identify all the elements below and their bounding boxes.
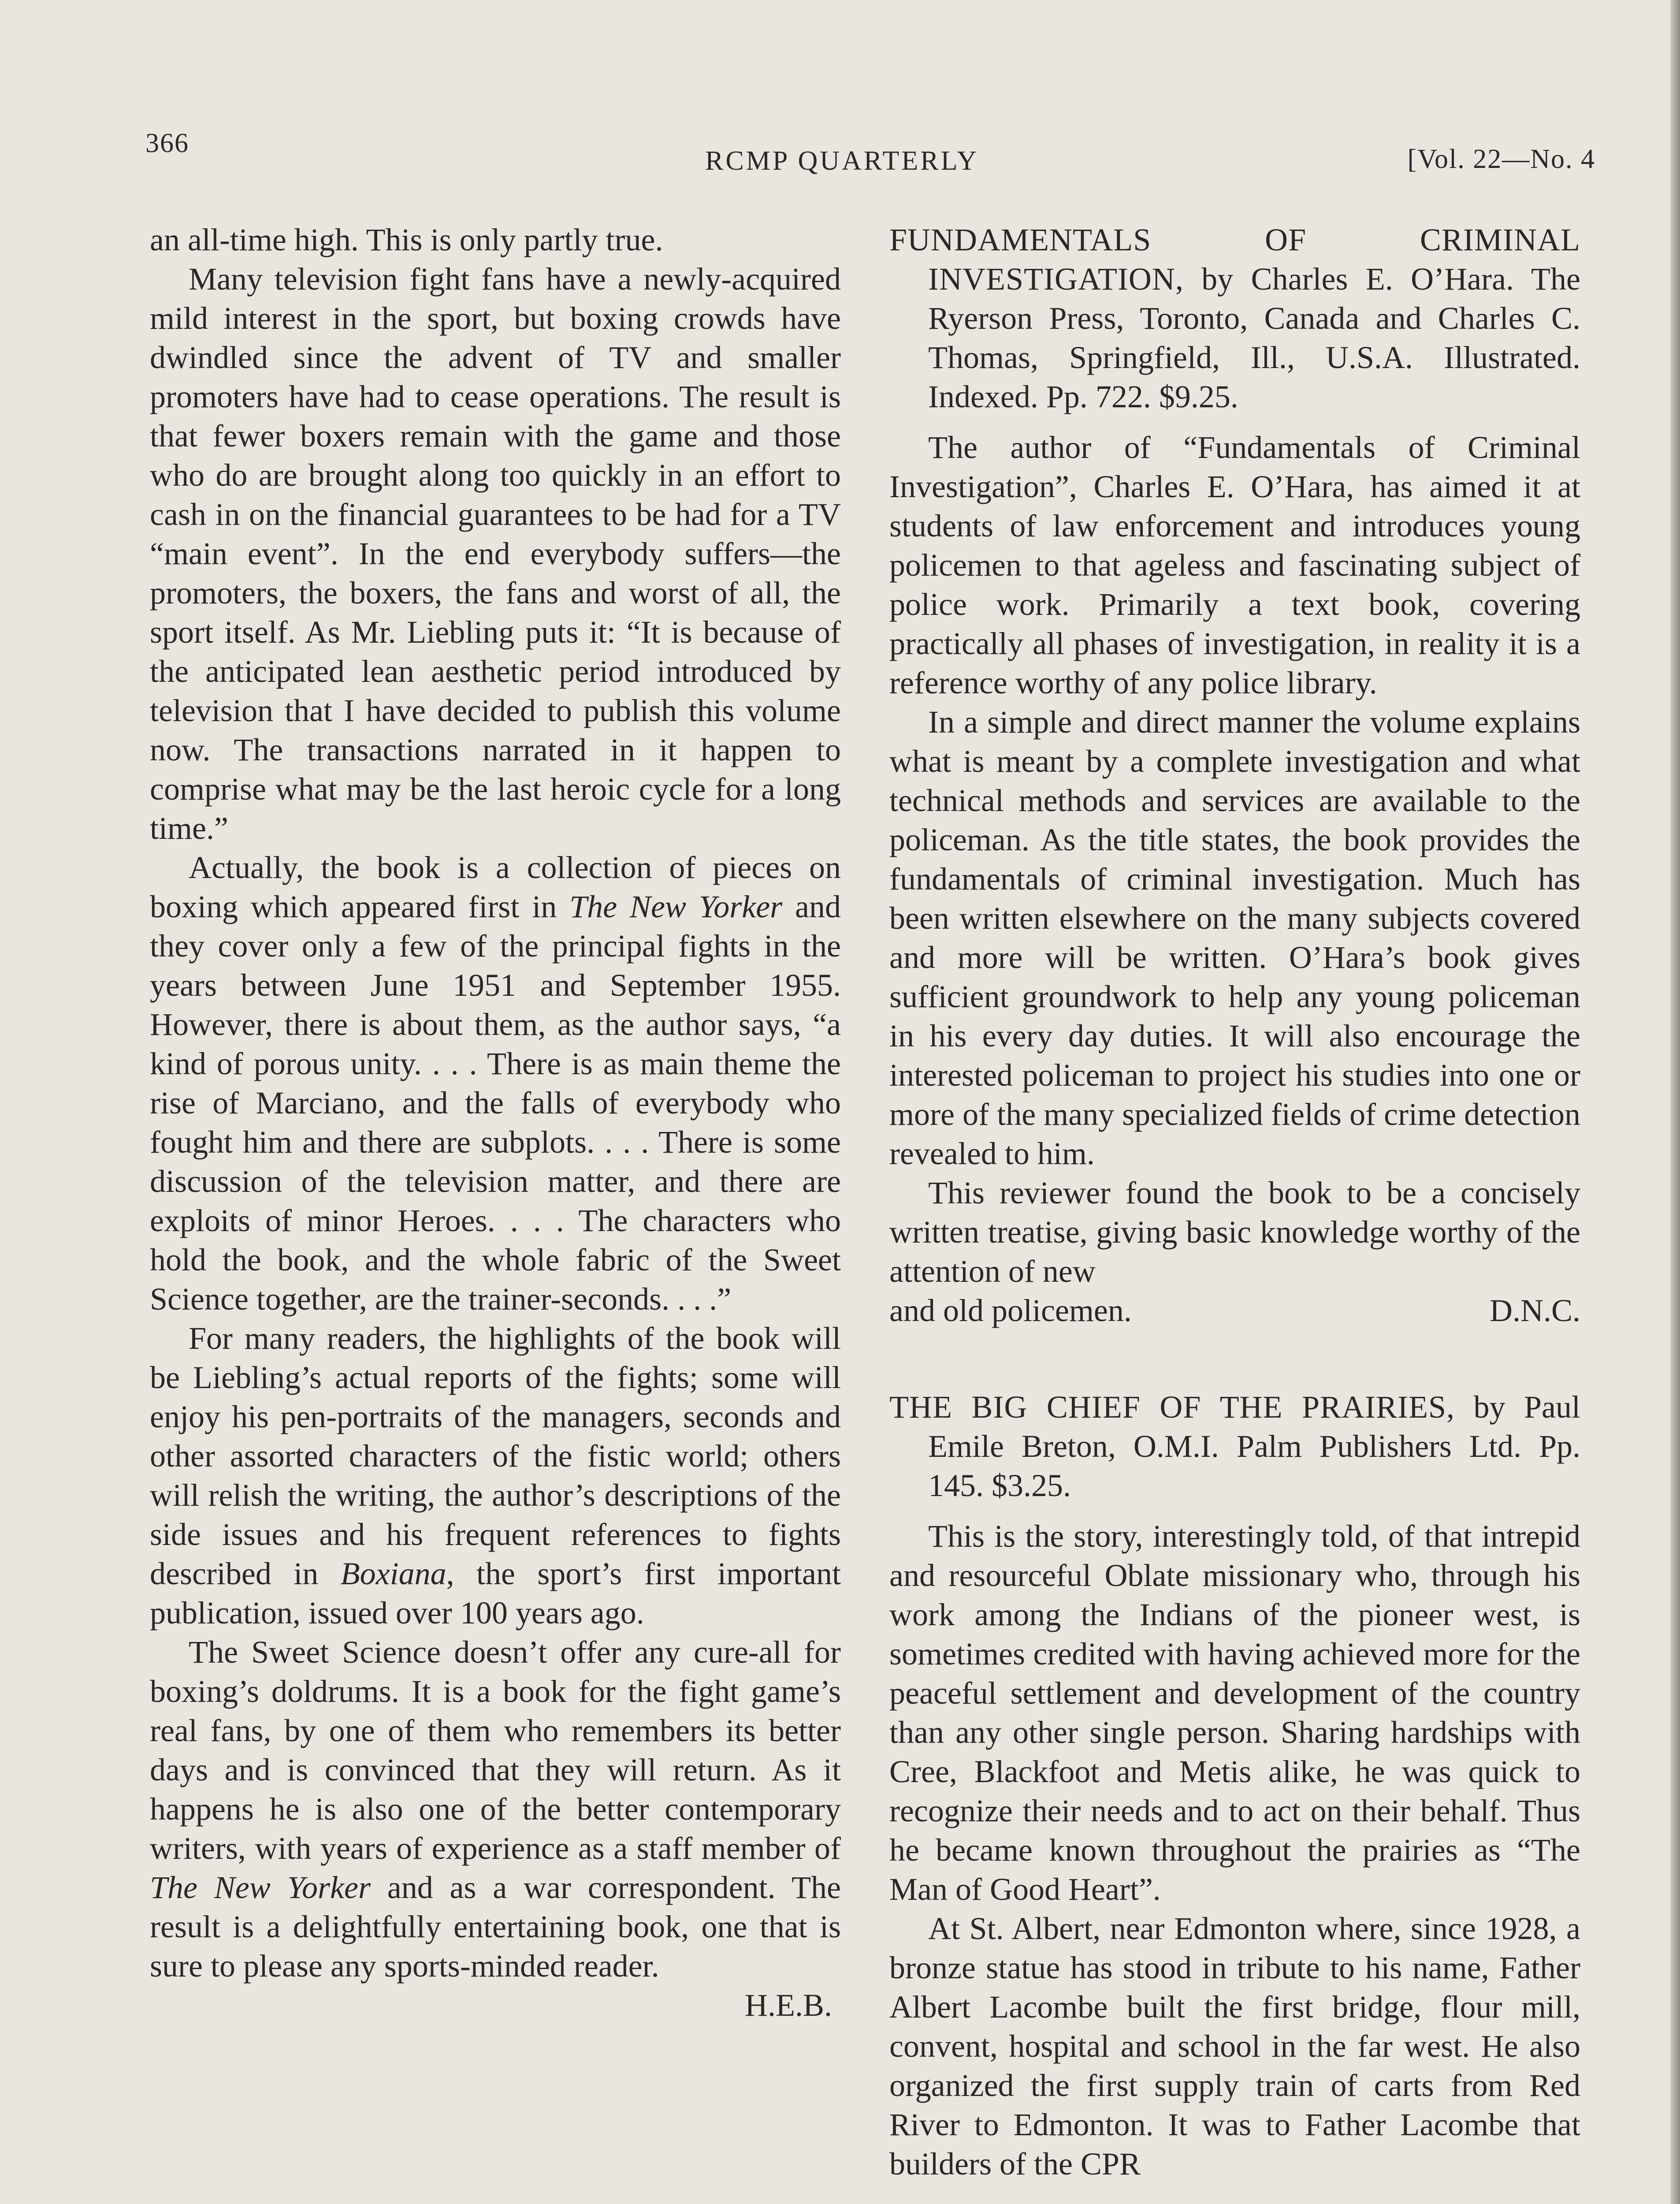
paragraph: This is the story, interestingly told, of that intrepid and resourceful Oblate missionary who, through his work among the Indians of the pioneer west, is sometimes credited with having achieved more for the peaceful settlement and development of the country than any other single person. Sharing hardships with Cree, Blackfoot and Metis alike, he was quick to recognize their needs and to act on their behalf. Thus he became known throughout the prairies as “The Man of Good Heart”. bbox=[889, 1519, 1580, 1907]
page-number: 366 bbox=[145, 128, 189, 158]
review-heading: FUNDAMENTALS OF CRIMINAL INVESTIGATION, by Charles E. O’Hara. The Ryerson Press, Toronto, Canada and Charles C. Thomas, Springfield, Ill., U.S.A. Illustrated. Indexed. Pp. 722. $9.25. bbox=[889, 222, 1580, 414]
page-edge-shadow bbox=[1670, 0, 1680, 2204]
paragraph: At St. Albert, near Edmonton where, since 1928, a bronze statue has stood in tribute to his name, Father Albert Lacombe built the first bridge, flour mill, convent, hospital and school in the far west. He also organized the first supply train of carts from Red River to Edmonton. It was to Father Lacombe that builders of the CPR bbox=[889, 1911, 1580, 2182]
publication-title: The New Yorker bbox=[150, 1870, 371, 1905]
paragraph: The Sweet Science doesn’t offer any cure-all for boxing’s doldrums. It is a book for the fight game’s real fans, by one of them who remembers its better days and is convinced that they will return. As it happens he is also one of the better contemporary writers, with years of experience as a staff member of The New Yorker and as a war correspondent. The result is a delightfully entertaining book, one that is sure to please any sports-minded reader. bbox=[150, 1634, 841, 1984]
closing-line: and old policemen. D.N.C. bbox=[889, 1291, 1580, 1330]
paragraph: Actually, the book is a collection of pieces on boxing which appeared first in The New Yorker and they cover only a few of the principal fights in the years between June 1951 and September 1955. However, there is about them, as the author says, “a kind of porous unity. . . . There is as main theme the rise of Marciano, and the falls of everybody who fought him and there are subplots. . . . There is some discussion of the television matter, and there are exploits of minor Heroes. . . . The characters who hold the book, and the whole fabric of the Sweet Science together, are the trainer-seconds. . . .” bbox=[150, 850, 841, 1317]
paragraph: For many readers, the highlights of the book will be Liebling’s actual reports of the fights; some will enjoy his pen-portraits of the managers, seconds and other assorted characters of the fistic world; others will relish the writing, the author’s descriptions of the side issues and his frequent references to fights described in Boxiana, the sport’s first important publication, issued over 100 years ago. bbox=[150, 1321, 841, 1631]
paragraph: Many television fight fans have a newly-acquired mild interest in the sport, but boxing crowds have dwindled since the advent of TV and smaller promoters have had to cease operations. The result is that fewer boxers remain with the game and those who do are brought along too quickly in an effort to cash in on the financial guarantees to be had for a TV “main event”. In the end everybody suffers—the promoters, the boxers, the fans and worst of all, the sport itself. As Mr. Liebling puts it: “It is because of the anticipated lean aesthetic period introduced by television that I have decided to publish this volume now. The transactions narrated in it happen to comprise what may be the last heroic cycle for a long time.” bbox=[150, 261, 841, 846]
left-column bbox=[150, 220, 841, 2204]
paragraph: This reviewer found the book to be a concisely written treatise, giving basic knowledge worthy of the attention of new bbox=[889, 1175, 1580, 1289]
review-heading: THE BIG CHIEF OF THE PRAIRIES, by Paul Emile Breton, O.M.I. Palm Publishers Ltd. Pp. 145. $3.25. bbox=[889, 1389, 1580, 1503]
publication-title: Boxiana bbox=[340, 1556, 446, 1591]
running-header bbox=[145, 128, 1595, 176]
publication-title: The New Yorker bbox=[569, 889, 783, 924]
issue-label: [Vol. 22—No. 4 bbox=[1407, 144, 1595, 174]
reviewer-signature: H.E.B. bbox=[745, 1988, 832, 2023]
paragraph: In a simple and direct manner the volume explains what is meant by a complete investigation and what technical methods and services are available to the policeman. As the title states, the book provides the fundamentals of criminal investigation. Much has been written elsewhere on the many subjects covered and more will be written. O’Hara’s book gives sufficient groundwork to help any young policeman in his every day duties. It will also encourage the interested policeman to project his studies into one or more of the many specialized fields of crime detection revealed to him. bbox=[889, 704, 1580, 1171]
reviewer-signature: D.N.C. bbox=[1489, 1293, 1580, 1328]
paragraph: an all-time high. This is only partly true. bbox=[150, 222, 663, 257]
paragraph: The author of “Fundamentals of Criminal Investigation”, Charles E. O’Hara, has aimed it at students of law enforcement and introduces young policemen to that ageless and fascinating subject of police work. Primarily a text book, covering practically all phases of investigation, in reality it is a reference worthy of any police library. bbox=[889, 430, 1580, 700]
right-column bbox=[889, 220, 1580, 2204]
running-title: RCMP QUARTERLY bbox=[705, 146, 979, 176]
